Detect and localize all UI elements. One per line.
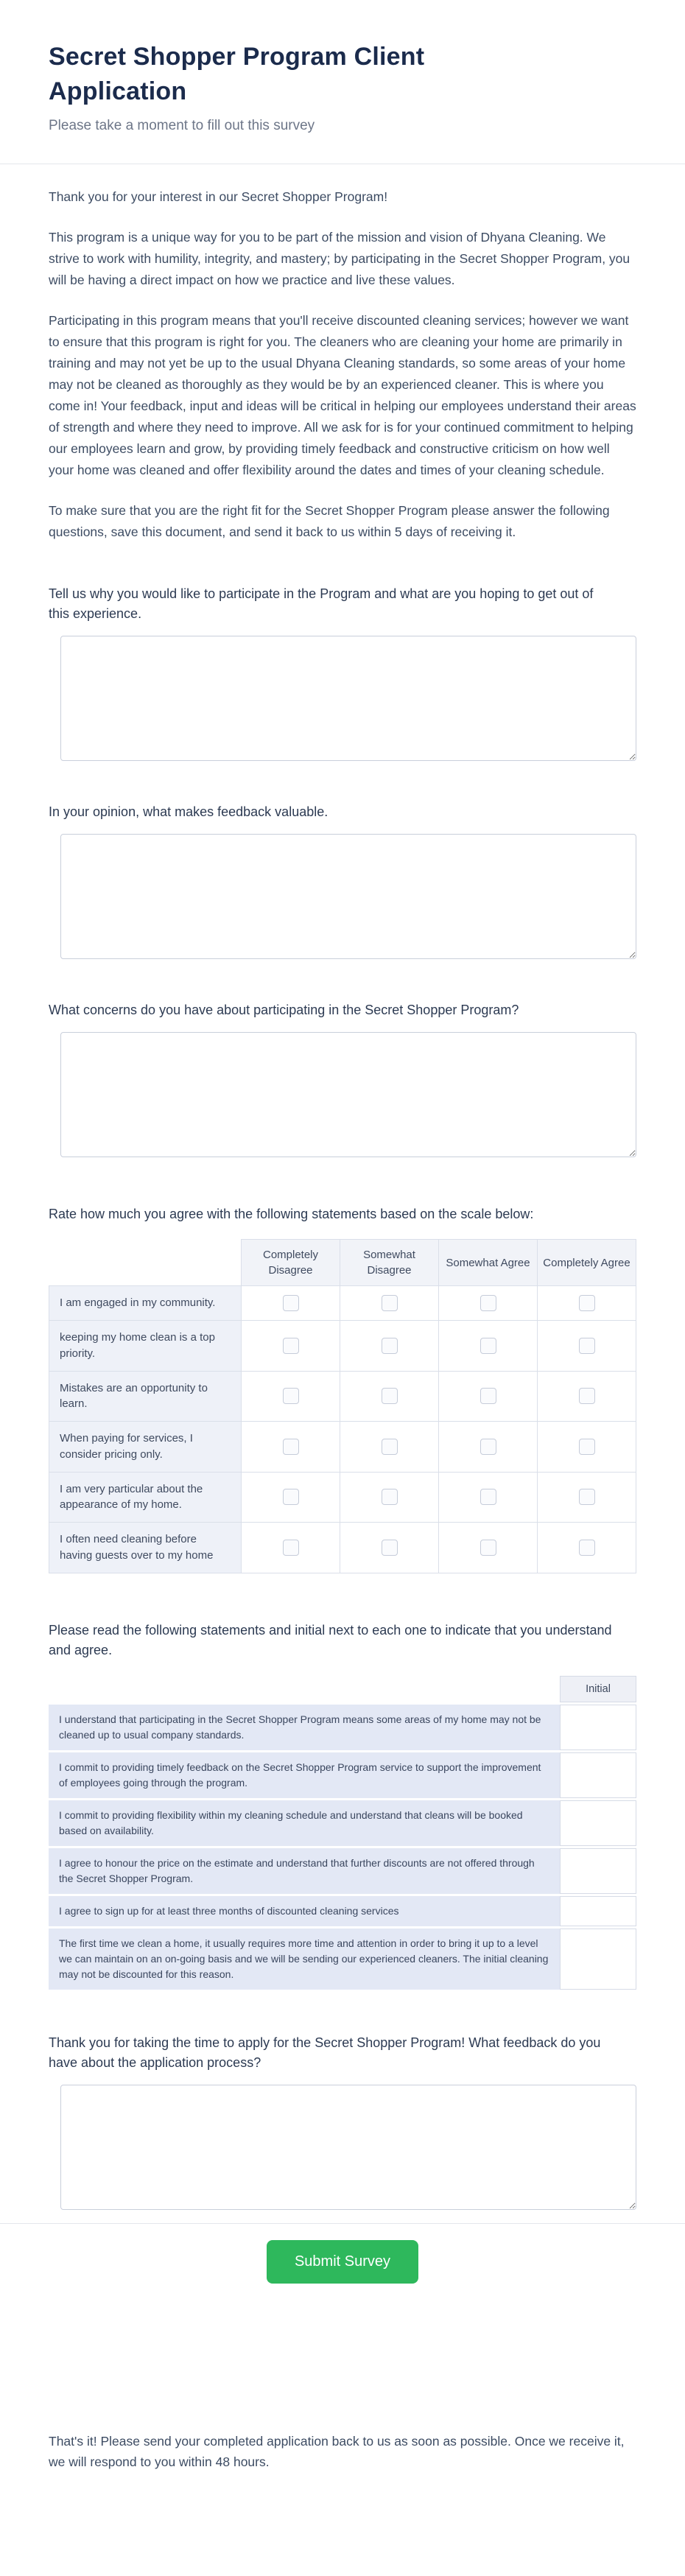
question-label: In your opinion, what makes feedback valuable. <box>49 804 329 820</box>
matrix-heading: Rate how much you agree with the following statements based on the scale below: <box>49 1207 534 1222</box>
initial-input-cell <box>560 1848 636 1894</box>
matrix-checkbox[interactable] <box>283 1338 299 1354</box>
initial-column-header: Initial <box>560 1676 636 1702</box>
initials-row <box>49 1705 636 1750</box>
matrix-option-cell <box>242 1321 340 1372</box>
initial-input[interactable] <box>561 1714 636 1741</box>
matrix-checkbox[interactable] <box>382 1388 398 1404</box>
intro-paragraph-4: To make sure that you are the right fit for the Secret Shopper Program please answer the following questions, save this document, and send it back to us within 5 days of receiving it. <box>49 503 610 540</box>
matrix-column-header: Completely Disagree <box>242 1240 340 1286</box>
matrix-row <box>49 1286 636 1321</box>
question-block-1 <box>49 584 636 761</box>
matrix-column-header: Somewhat Agree <box>439 1240 538 1286</box>
question-textarea[interactable] <box>60 1032 636 1157</box>
matrix-checkbox[interactable] <box>283 1540 299 1556</box>
matrix-option-cell <box>439 1472 538 1523</box>
matrix-option-cell <box>439 1422 538 1473</box>
matrix-row <box>49 1472 636 1523</box>
matrix-option-cell <box>340 1422 439 1473</box>
matrix-option-cell <box>242 1286 340 1321</box>
initial-input-cell <box>560 1896 636 1926</box>
matrix-row <box>49 1321 636 1372</box>
matrix-option-cell <box>538 1523 636 1573</box>
page-subtitle: Please take a moment to fill out this survey <box>49 117 315 133</box>
agreement-matrix <box>49 1239 636 1573</box>
matrix-checkbox[interactable] <box>480 1489 496 1505</box>
matrix-option-cell <box>439 1371 538 1422</box>
initials-blank-header-cell <box>49 1676 560 1702</box>
initial-input[interactable] <box>561 1858 636 1884</box>
matrix-option-cell <box>538 1321 636 1372</box>
matrix-option-cell <box>340 1321 439 1372</box>
initials-row <box>49 1848 636 1894</box>
matrix-row-label: I am very particular about the appearance of my home. <box>49 1472 242 1523</box>
page-title: Secret Shopper Program Client Application <box>49 43 425 105</box>
initial-input[interactable] <box>561 1945 636 1972</box>
initials-heading: Please read the following statements and initial next to each one to indicate that you understand and agree. <box>49 1622 612 1657</box>
matrix-option-cell <box>340 1472 439 1523</box>
initials-row <box>49 1929 636 1990</box>
matrix-checkbox[interactable] <box>382 1338 398 1354</box>
initials-statement: I understand that participating in the Secret Shopper Program means some areas of my home may not be cleaned up to usual company standards. <box>49 1705 560 1750</box>
matrix-option-cell <box>538 1472 636 1523</box>
question-textarea[interactable] <box>60 636 636 761</box>
matrix-option-cell <box>538 1371 636 1422</box>
matrix-checkbox[interactable] <box>382 1489 398 1505</box>
matrix-row-label: keeping my home clean is a top priority. <box>49 1321 242 1372</box>
initials-section <box>49 1621 636 1992</box>
feedback-question-block <box>49 2033 636 2210</box>
question-block-2 <box>49 802 636 959</box>
matrix-option-cell <box>340 1523 439 1573</box>
matrix-corner-cell <box>49 1240 242 1286</box>
matrix-checkbox[interactable] <box>480 1388 496 1404</box>
matrix-checkbox[interactable] <box>283 1388 299 1404</box>
intro-paragraph-3: Participating in this program means that you'll receive discounted cleaning services; however we want to ensure that this program is right for you. The cleaners who are cleaning your home are primarily in training and may not yet be up to the usual Dhyana Cleaning standards, so some areas of your home may not be cleaned as thoroughly as they would be by an experienced cleaner. This is where you come in! Your feedback, input and ideas will be critical in helping our employees understand their areas of strength and where they need to improve. All we ask for is for your continued commitment to helping our employees learn and grow, by providing timely feedback and constructive criticism on how well your home was cleaned and offer flexibility around the dates and times of your cleaning schedule. <box>49 313 636 478</box>
intro-paragraph-1: Thank you for your interest in our Secret Shopper Program! <box>49 189 388 204</box>
question-block-3 <box>49 1000 636 1157</box>
matrix-option-cell <box>242 1422 340 1473</box>
matrix-row-label: Mistakes are an opportunity to learn. <box>49 1371 242 1422</box>
matrix-option-cell <box>340 1286 439 1321</box>
matrix-checkbox[interactable] <box>382 1439 398 1455</box>
initials-statement: I commit to providing timely feedback on the Secret Shopper Program service to support the improvement of employees going through the program. <box>49 1752 560 1798</box>
agreement-matrix-section <box>49 1204 636 1573</box>
intro-paragraph-2: This program is a unique way for you to be part of the mission and vision of Dhyana Cleaning. We strive to work with humility, integrity, and mastery; by participating in the Secret Shopper Program, you will be having a direct impact on how we practice and live these values. <box>49 229 630 287</box>
question-label: What concerns do you have about participating in the Secret Shopper Program? <box>49 1003 519 1018</box>
initials-statement: I agree to sign up for at least three months of discounted cleaning services <box>49 1896 560 1926</box>
matrix-option-cell <box>538 1422 636 1473</box>
matrix-option-cell <box>439 1286 538 1321</box>
initial-input-cell <box>560 1800 636 1846</box>
matrix-checkbox[interactable] <box>579 1439 595 1455</box>
matrix-checkbox[interactable] <box>579 1540 595 1556</box>
footer-text: That's it! Please send your completed application back to us as soon as possible. Once we receive it, we will respond to you within 48 hours. <box>49 2433 625 2469</box>
question-label: Tell us why you would like to participate in the Program and what are you hoping to get out of this experience. <box>49 586 594 622</box>
footer <box>0 2284 685 2487</box>
initials-row <box>49 1896 636 1926</box>
initial-input-cell <box>560 1929 636 1990</box>
initial-input[interactable] <box>561 1898 636 1924</box>
matrix-checkbox[interactable] <box>283 1489 299 1505</box>
initial-input-cell <box>560 1752 636 1798</box>
initials-row <box>49 1752 636 1798</box>
matrix-row-label: When paying for services, I consider pricing only. <box>49 1422 242 1473</box>
submit-bar <box>0 2223 685 2284</box>
matrix-column-header: Completely Agree <box>538 1240 636 1286</box>
matrix-checkbox[interactable] <box>283 1295 299 1311</box>
matrix-checkbox[interactable] <box>480 1439 496 1455</box>
initials-table <box>49 1674 636 1992</box>
question-label: Thank you for taking the time to apply for the Secret Shopper Program! What feedback do you have about the application process? <box>49 2035 601 2070</box>
feedback-textarea[interactable] <box>60 2085 636 2210</box>
initials-statement: The first time we clean a home, it usually requires more time and attention in order to bring it up to a level we can maintain on an on-going basis and we will be sending our experienced cleaners. The initial cleaning may not be discounted for this reason. <box>49 1929 560 1990</box>
question-textarea[interactable] <box>60 834 636 959</box>
matrix-row <box>49 1523 636 1573</box>
matrix-option-cell <box>242 1371 340 1422</box>
matrix-checkbox[interactable] <box>480 1540 496 1556</box>
matrix-row-label: I am engaged in my community. <box>49 1286 242 1321</box>
matrix-row <box>49 1422 636 1473</box>
form-body <box>0 164 685 2210</box>
matrix-option-cell <box>439 1523 538 1573</box>
initial-input-cell <box>560 1705 636 1750</box>
matrix-option-cell <box>242 1472 340 1523</box>
submit-survey-button[interactable]: Submit Survey <box>267 2240 418 2284</box>
matrix-row-label: I often need cleaning before having guests over to my home <box>49 1523 242 1573</box>
initials-statement: I commit to providing flexibility within my cleaning schedule and understand that cleans will be booked based on availability. <box>49 1800 560 1846</box>
matrix-row <box>49 1371 636 1422</box>
matrix-checkbox[interactable] <box>382 1295 398 1311</box>
matrix-header-row <box>49 1240 636 1286</box>
matrix-checkbox[interactable] <box>579 1489 595 1505</box>
initial-input[interactable] <box>561 1762 636 1789</box>
initials-header-row <box>49 1676 636 1702</box>
matrix-option-cell <box>340 1371 439 1422</box>
matrix-checkbox[interactable] <box>480 1295 496 1311</box>
initials-row <box>49 1800 636 1846</box>
initials-statement: I agree to honour the price on the estimate and understand that further discounts are not offered through the Secret Shopper Program. <box>49 1848 560 1894</box>
matrix-option-cell <box>242 1523 340 1573</box>
matrix-checkbox[interactable] <box>480 1338 496 1354</box>
matrix-checkbox[interactable] <box>579 1295 595 1311</box>
matrix-option-cell <box>538 1286 636 1321</box>
matrix-checkbox[interactable] <box>579 1338 595 1354</box>
header <box>0 0 685 164</box>
matrix-checkbox[interactable] <box>283 1439 299 1455</box>
matrix-checkbox[interactable] <box>382 1540 398 1556</box>
matrix-checkbox[interactable] <box>579 1388 595 1404</box>
initial-input[interactable] <box>561 1810 636 1836</box>
matrix-column-header: Somewhat Disagree <box>340 1240 439 1286</box>
matrix-option-cell <box>439 1321 538 1372</box>
